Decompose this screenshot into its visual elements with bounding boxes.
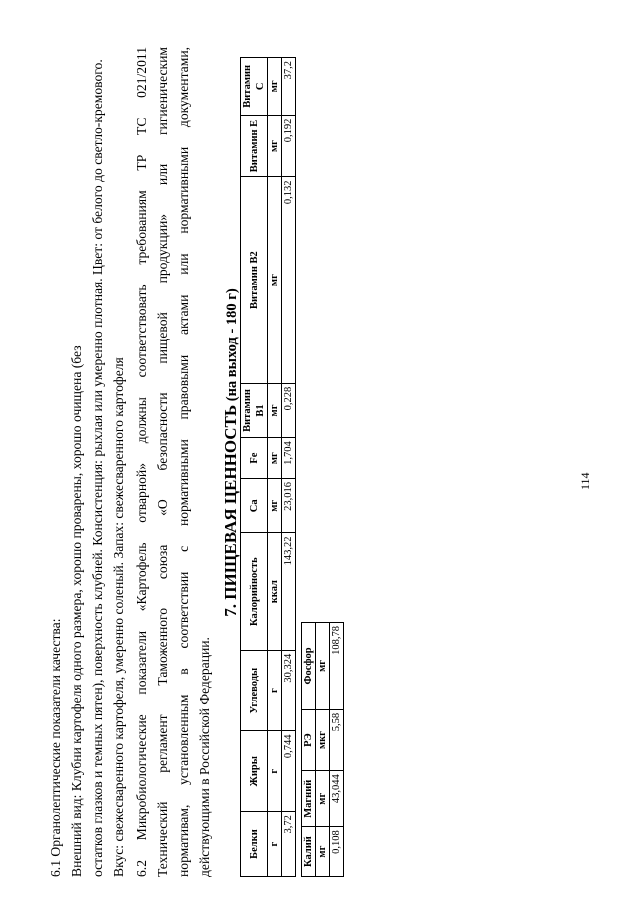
header-cell: Магний: [302, 771, 316, 827]
table-header-row: [241, 58, 268, 877]
header-cell: Жиры: [241, 731, 268, 812]
heading-sub: (на выход - 180 г): [224, 288, 240, 402]
unit-cell: мг: [268, 115, 282, 177]
organoleptic-line-3: остатков глазков и темных пятен), поверхность клубней. Консистенция: рыхлая или умеренно плотная. Цвет: от белого до светло-кремового.: [90, 59, 105, 877]
value-cell: 5,58: [330, 709, 344, 770]
unit-cell: мг: [316, 771, 330, 827]
header-cell: Углеводы: [241, 650, 268, 731]
value-cell: 0,132: [282, 177, 296, 383]
header-cell: Белки: [241, 812, 268, 877]
value-cell: 0,192: [282, 115, 296, 177]
section-heading: [221, 0, 241, 905]
unit-cell: мг: [316, 623, 330, 710]
value-cell: 37,2: [282, 58, 296, 116]
unit-cell: мкг: [316, 709, 330, 770]
unit-cell: мг: [268, 438, 282, 479]
organoleptic-line-4: Вкус: свежесваренного картофеля, умеренно соленый. Запах: свежесваренного картофеля: [111, 357, 126, 877]
value-cell: 0,744: [282, 731, 296, 812]
value-cell: 43,044: [330, 771, 344, 827]
value-cell: 23,016: [282, 479, 296, 533]
unit-cell: г: [268, 731, 282, 812]
table-values-row: [282, 58, 296, 877]
microbiological-paragraph: [131, 47, 215, 877]
header-cell: Витамин Е: [241, 115, 268, 177]
table-units-row: [268, 58, 282, 877]
header-cell: Ca: [241, 479, 268, 533]
microbiological-line-4: действующими в Российской Федерации.: [197, 637, 212, 877]
header-cell: Витамин С: [241, 58, 268, 116]
microbiological-line-2: Технический регламент Таможенного союза «О безопасности пищевой продукции» или гигиеническим: [155, 47, 170, 877]
header-cell: Калорийность: [241, 533, 268, 650]
unit-cell: мг: [316, 827, 330, 877]
value-cell: 0,228: [282, 383, 296, 437]
header-cell: Калий: [302, 827, 316, 877]
value-cell: 0,108: [330, 827, 344, 877]
unit-cell: ккал: [268, 533, 282, 650]
unit-cell: мг: [268, 58, 282, 116]
page-number: 114: [578, 472, 592, 490]
header-cell: РЭ: [302, 709, 316, 770]
microbiological-line-3: нормативам, установленным в соответствии с нормативными правовыми актами или нормативными документами,: [176, 47, 191, 877]
nutrition-table-main: [240, 57, 296, 877]
value-cell: 30,324: [282, 650, 296, 731]
organoleptic-paragraph: [45, 0, 129, 877]
table-units-row: [316, 623, 330, 877]
microbiological-line-1: 6.2 Микробиологические показатели «Картофель отварной» должны соответствовать требованиям ТР ТС 021/2011: [134, 47, 149, 877]
unit-cell: г: [268, 812, 282, 877]
organoleptic-title: 6.1 Органолептические показатели качества:: [48, 618, 63, 877]
organoleptic-line-2: Внешний вид: Клубни картофеля одного размера, хорошо проварены, хорошо очищена (без: [69, 345, 84, 877]
value-cell: 1,704: [282, 438, 296, 479]
unit-cell: г: [268, 650, 282, 731]
unit-cell: мг: [268, 479, 282, 533]
nutrition-table-minerals: [301, 622, 344, 877]
table-header-row: [302, 623, 316, 877]
header-cell: Фосфор: [302, 623, 316, 710]
value-cell: 3,72: [282, 812, 296, 877]
unit-cell: мг: [268, 177, 282, 383]
header-cell: Fe: [241, 438, 268, 479]
heading-main: 7. ПИЩЕВАЯ ЦЕННОСТЬ: [221, 404, 240, 617]
value-cell: 143,22: [282, 533, 296, 650]
value-cell: 108,78: [330, 623, 344, 710]
unit-cell: мг: [268, 383, 282, 437]
header-cell: Витамин В1: [241, 383, 268, 437]
header-cell: Витамин В2: [241, 177, 268, 383]
table-values-row: [330, 623, 344, 877]
